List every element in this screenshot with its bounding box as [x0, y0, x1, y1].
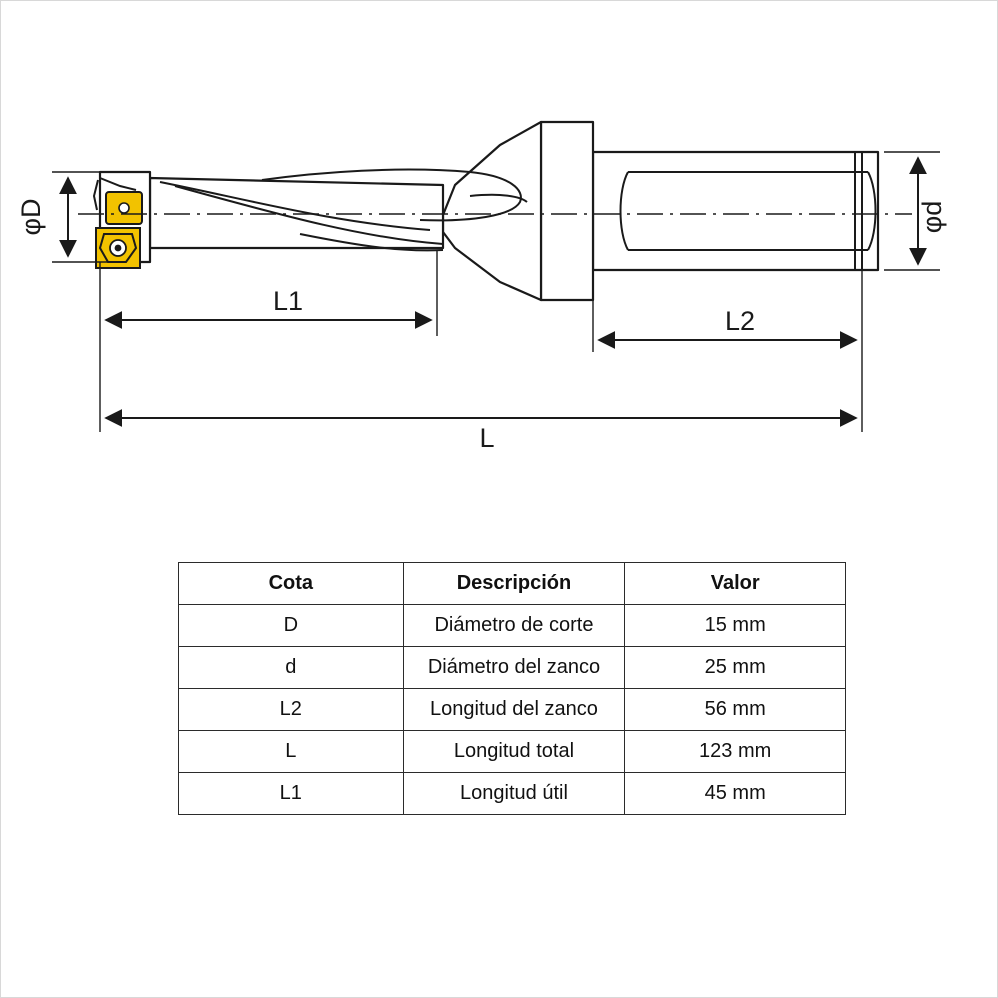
table-header-row	[179, 563, 846, 605]
cell-descripcion: Longitud útil	[403, 773, 625, 815]
table-row	[179, 731, 846, 773]
cell-cota: L2	[179, 689, 404, 731]
drill-body-outline	[100, 122, 878, 300]
dimension-label-phid: φd	[917, 200, 947, 234]
cell-descripcion: Longitud total	[403, 731, 625, 773]
cell-valor: 45 mm	[625, 773, 846, 815]
table-row	[179, 773, 846, 815]
cell-valor: 25 mm	[625, 647, 846, 689]
dimension-label-L2: L2	[724, 306, 756, 336]
cell-descripcion: Longitud del zanco	[403, 689, 625, 731]
column-header-cota: Cota	[179, 563, 404, 605]
dimension-label-phiD: φD	[16, 198, 46, 236]
dimension-label-L: L	[479, 423, 495, 453]
cell-cota: L	[179, 731, 404, 773]
table-row	[179, 647, 846, 689]
cell-valor: 56 mm	[625, 689, 846, 731]
column-header-valor: Valor	[625, 563, 846, 605]
cell-cota: d	[179, 647, 404, 689]
cell-cota: D	[179, 605, 404, 647]
specifications-table	[178, 562, 846, 815]
cell-descripcion: Diámetro de corte	[403, 605, 625, 647]
cutting-insert-upper	[106, 192, 142, 224]
cell-cota: L1	[179, 773, 404, 815]
cell-valor: 15 mm	[625, 605, 846, 647]
dimension-label-L1: L1	[272, 286, 304, 316]
table-row	[179, 605, 846, 647]
cell-valor: 123 mm	[625, 731, 846, 773]
table-row	[179, 689, 846, 731]
cell-descripcion: Diámetro del zanco	[403, 647, 625, 689]
column-header-descripcion: Descripción	[403, 563, 625, 605]
